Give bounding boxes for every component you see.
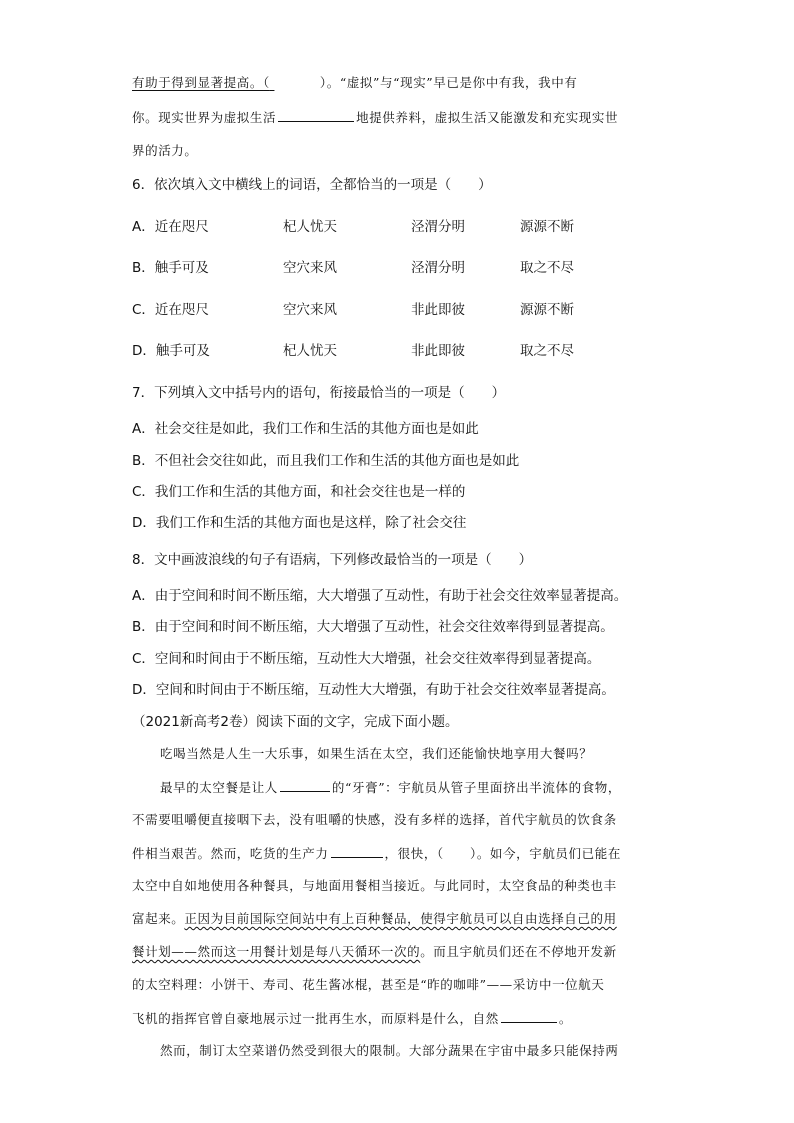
q6-option-c-w1: C．近在咫尺 <box>132 302 209 318</box>
q6-option-c-w4: 源源不断 <box>520 302 574 318</box>
q6-option-b-w1: B．触手可及 <box>132 260 209 276</box>
q7-option-d: D．我们工作和生活的其他方面也是这样，除了社会交往 <box>132 515 467 531</box>
q6-option-d-w2: 杞人忧天 <box>283 343 337 359</box>
paren-close: ） <box>319 75 327 90</box>
passage2-line-8 <box>132 1009 572 1028</box>
q6-option-b-w2: 空穴来风 <box>283 260 337 276</box>
answer-blank-paren <box>270 74 320 92</box>
passage-line-2-a: 你。现实世界为虚拟生活 <box>132 110 277 125</box>
passage2-line-4: 太空中自如地使用各种餐具，与地面用餐相当接近。与此同时，太空食品的种类也丰 <box>132 878 617 893</box>
passage2-line-1-a: 最早的太空餐是让人 <box>160 780 278 795</box>
passage-line-2-b: 地提供养料，虚拟生活又能激发和充实现实世 <box>356 110 619 125</box>
q6-option-b-w4: 取之不尽 <box>520 260 574 276</box>
q7-option-c: C．我们工作和生活的其他方面，和社会交往也是一样的 <box>132 484 466 500</box>
passage2-p1: 吃喝当然是人生一大乐事，如果生活在太空，我们还能愉快地享用大餐吗？ <box>160 746 593 761</box>
q8-option-c: C．空间和时间由于不断压缩，互动性大大增强，社会交往效率得到显著提高。 <box>132 651 601 667</box>
q6-option-d-w3: 非此即彼 <box>411 343 465 359</box>
fill-blank-line <box>501 1009 557 1023</box>
q6-option-a-w1: A．近在咫尺 <box>132 219 209 235</box>
passage-line-1 <box>132 74 577 92</box>
q6-option-a-w2: 杞人忧天 <box>283 219 337 235</box>
passage2-line-3 <box>132 844 621 863</box>
question-8-stem: 8．文中画波浪线的句子有语病，下列修改最恰当的一项是（ ） <box>132 552 533 568</box>
passage2-line-8-b: 。 <box>558 1011 572 1026</box>
passage-line-2 <box>132 108 618 127</box>
section-2-intro: （2021新高考2卷）阅读下面的文字，完成下面小题。 <box>132 714 459 730</box>
q6-option-c-w2: 空穴来风 <box>283 302 337 318</box>
q8-option-a: A．由于空间和时间不断压缩，大大增强了互动性，有助于社会交往效率显著提高。 <box>132 588 628 604</box>
q6-option-d-w4: 取之不尽 <box>520 343 574 359</box>
passage2-line-8-a: 飞机的指挥官曾自豪地展示过一批再生水，而原料是什么，自然 <box>132 1011 499 1026</box>
q7-option-b: B．不但社会交往如此，而且我们工作和生活的其他方面也是如此 <box>132 453 520 469</box>
passage-line-1-rest: 。“虚拟”与“现实”早已是你中有我，我中有 <box>326 75 578 90</box>
passage2-line-3-a: 件相当艰苦。然而，吃货的生产力 <box>132 846 329 861</box>
passage-line-3: 界的活力。 <box>132 143 198 158</box>
passage2-line-5 <box>132 910 617 928</box>
q6-option-a-w3: 泾渭分明 <box>411 219 465 235</box>
q6-option-d-w1: D．触手可及 <box>132 343 210 359</box>
fill-blank-line <box>280 778 330 792</box>
passage2-line-1 <box>160 778 621 797</box>
q7-option-a: A．社会交往是如此，我们工作和生活的其他方面也是如此 <box>132 421 479 437</box>
q8-option-b: B．由于空间和时间不断压缩，大大增强了互动性，社会交往效率得到显著提高。 <box>132 619 614 635</box>
question-7-stem: 7．下列填入文中括号内的语句，衔接最恰当的一项是（ ） <box>132 385 506 401</box>
wavy-underlined-sentence-part-2: 餐计划——然而这一用餐计划是每八天循环一次的 <box>132 944 421 959</box>
passage2-line-6-b: 。而且宇航员们还在不停地开发新 <box>420 944 617 959</box>
wavy-underlined-sentence-part-1: 正因为目前国际空间站中有上百种餐品，使得宇航员可以自由选择自己的用 <box>184 911 617 926</box>
passage2-p3: 然而，制订太空菜谱仍然受到很大的限制。大部分蔬果在宇宙中最多只能保持两 <box>160 1043 619 1058</box>
passage2-line-2: 不需要咀嚼便直接咽下去，没有咀嚼的快感，没有多样的选择，首代宇航员的饮食条 <box>132 812 617 827</box>
passage2-line-7: 的太空料理：小饼干、寿司、花生酱冰棍，甚至是“昨的咖啡”——采访中一位航天 <box>132 977 605 992</box>
fill-blank-line <box>331 844 383 858</box>
q8-option-d: D．空间和时间由于不断压缩，互动性大大增强，有助于社会交往效率显著提高。 <box>132 682 615 698</box>
passage2-line-5-a: 富起来。 <box>132 911 185 926</box>
question-6-stem: 6．依次填入文中横线上的词语，全都恰当的一项是（ ） <box>132 177 492 193</box>
q6-option-a-w4: 源源不断 <box>520 219 574 235</box>
passage2-line-3-b: ，很快，（ ）。如今，宇航员们已能在 <box>384 846 621 861</box>
passage2-line-1-b: 的“牙膏”：宇航员从管子里面挤出半流体的食物， <box>331 780 621 795</box>
passage-line-1-prefix: 有助于得到显著提高。 <box>132 75 264 90</box>
paren-open: （ <box>263 75 270 90</box>
passage2-line-6 <box>132 943 617 961</box>
q6-option-c-w3: 非此即彼 <box>411 302 465 318</box>
fill-blank-line <box>278 108 354 122</box>
q6-option-b-w3: 泾渭分明 <box>411 260 465 276</box>
